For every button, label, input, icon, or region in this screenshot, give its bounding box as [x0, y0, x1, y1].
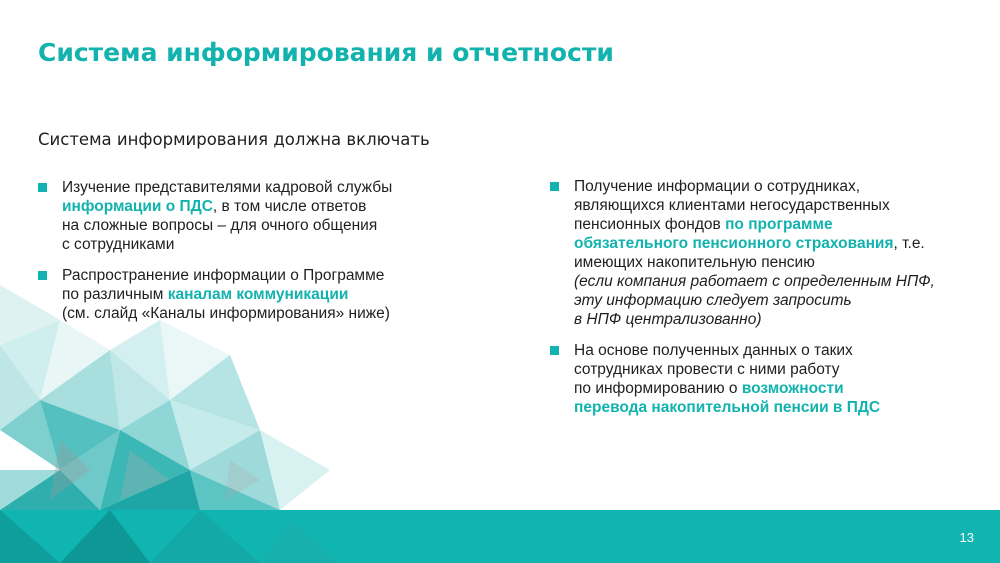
item-line: с сотрудниками: [62, 236, 175, 253]
item-line: пенсионных фондов по программе: [574, 216, 833, 233]
item-line: На основе полученных данных о таких: [574, 342, 853, 359]
square-bullet-icon: [550, 182, 559, 191]
item-line: Изучение представителями кадровой службы: [62, 179, 393, 196]
highlighted-text: каналам коммуникации: [167, 286, 349, 303]
left-column: [38, 178, 508, 335]
highlighted-text: информации о ПДС: [62, 198, 213, 215]
italic-note-line: в НПФ централизованно): [574, 311, 762, 328]
italic-note-line: эту информацию следует запросить: [574, 292, 852, 309]
slide-subtitle: Система информирования должна включать: [38, 130, 430, 149]
list-item: [550, 341, 980, 417]
item-line: информации о ПДС, в том числе ответов: [62, 198, 367, 215]
item-line: (см. слайд «Каналы информирования» ниже): [62, 305, 390, 322]
highlighted-text: по программе: [725, 216, 833, 233]
item-line: имеющих накопительную пенсию: [574, 254, 815, 271]
item-line: Распространение информации о Программе: [62, 267, 385, 284]
item-line: [574, 398, 980, 417]
list-item: [38, 178, 508, 254]
item-line: по информированию о возможности: [574, 380, 844, 397]
right-column: [550, 177, 980, 429]
highlighted-text: обязательного пенсионного страхования: [574, 235, 894, 252]
square-bullet-icon: [550, 346, 559, 355]
item-line: по различным каналам коммуникации: [62, 286, 349, 303]
item-line: Получение информации о сотрудниках,: [574, 178, 861, 195]
item-line: на сложные вопросы – для очного общения: [62, 217, 378, 234]
list-item: [38, 266, 508, 323]
slide-title: Система информирования и отчетности: [38, 38, 614, 67]
item-line: являющихся клиентами негосударственных: [574, 197, 890, 214]
footer-band: [0, 510, 1000, 563]
square-bullet-icon: [38, 271, 47, 280]
item-line: сотрудниках провести с ними работу: [574, 361, 840, 378]
square-bullet-icon: [38, 183, 47, 192]
italic-note-line: (если компания работает с определенным НПФ,: [574, 273, 935, 290]
item-line: обязательного пенсионного страхования, т.е.: [574, 235, 925, 252]
highlighted-text: перевода накопительной пенсии в ПДС: [574, 399, 881, 416]
page-number: 13: [959, 530, 974, 545]
list-item: [550, 177, 980, 329]
highlighted-text: возможности: [741, 380, 844, 397]
